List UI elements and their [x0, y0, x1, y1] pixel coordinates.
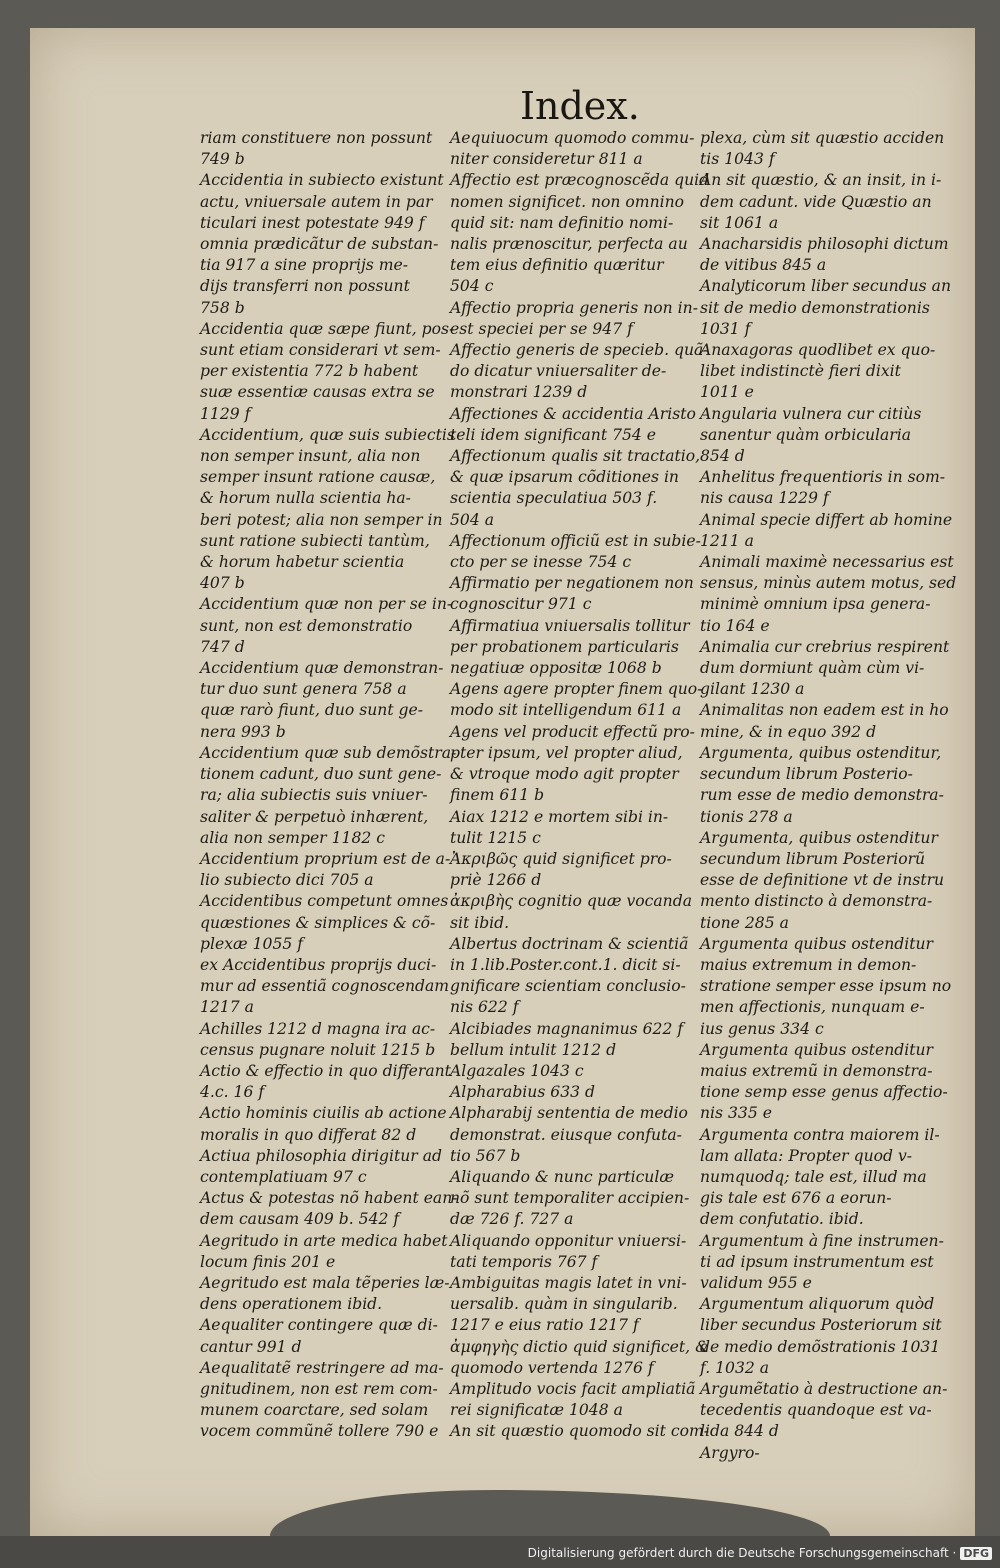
- index-line: An sit quæstio, & an insit, in i-: [700, 171, 942, 190]
- index-line: 1217 a: [200, 998, 254, 1017]
- index-line: Aliquando & nunc particulæ: [450, 1167, 674, 1186]
- index-line: men affectionis, nunquam e-: [700, 998, 925, 1017]
- index-line: sit 1061 a: [700, 213, 779, 232]
- index-line: locum finis 201 e: [200, 1252, 336, 1271]
- index-line: rum esse de medio demonstra-: [700, 786, 944, 805]
- index-line: cantur 991 d: [200, 1337, 302, 1356]
- index-line: Argumenta, quibus ostenditur,: [700, 743, 942, 762]
- index-line: libet indistinctè fieri dixit: [700, 362, 901, 381]
- index-line: munem coarctare, sed solam: [200, 1401, 429, 1420]
- index-line: Animali maximè necessarius est: [700, 553, 954, 572]
- index-line: census pugnare noluit 1215 b: [200, 1040, 436, 1059]
- index-line: priè 1266 d: [450, 871, 542, 890]
- index-line: gnitudinem, non est rem com-: [200, 1379, 438, 1398]
- index-line: ra; alia subiectis suis vniuer-: [200, 786, 428, 805]
- index-line: liber secundus Posteriorum sit: [700, 1316, 942, 1335]
- index-line: omnia prædicãtur de substan-: [200, 235, 439, 254]
- index-line: ti ad ipsum instrumentum est: [700, 1252, 934, 1271]
- index-line: secundum librum Posteriorũ: [700, 849, 926, 868]
- index-line: cto per se inesse 754 c: [450, 553, 632, 572]
- index-line: ius genus 334 c: [700, 1019, 824, 1038]
- index-line: 1129 f: [200, 404, 251, 423]
- index-line: Aliquando opponitur vniuersi-: [450, 1231, 687, 1250]
- index-line: tione 285 a: [700, 913, 789, 932]
- index-line: non semper insunt, alia non: [200, 447, 421, 466]
- index-line: Affectionum qualis sit tractatio,: [450, 447, 701, 466]
- index-line: beri potest; alia non semper in: [200, 510, 443, 529]
- index-line: 407 b: [200, 574, 245, 593]
- index-line: 758 b: [200, 298, 245, 317]
- index-line: Affectiones & accidentia Aristo: [450, 404, 696, 423]
- index-line: 854 d: [700, 447, 745, 466]
- index-column-3: [700, 128, 972, 1464]
- index-line: sit de medio demonstrationis: [700, 298, 930, 317]
- index-line: 1031 f: [700, 319, 751, 338]
- index-line: Animalia cur crebrius respirent: [700, 637, 950, 656]
- index-line: Agens vel producit effectũ pro-: [450, 722, 695, 741]
- index-line: lida 844 d: [700, 1422, 779, 1441]
- index-line: do dicatur vniuersaliter de-: [450, 362, 667, 381]
- index-line: Aequalitatẽ restringere ad ma-: [200, 1358, 444, 1377]
- index-line: validum 955 e: [700, 1273, 812, 1292]
- index-line: Argumentum à fine instrumen-: [700, 1231, 944, 1250]
- index-line: tia 917 a sine proprijs me-: [200, 256, 409, 275]
- index-line: dem cadunt. vide Quæstio an: [700, 192, 932, 211]
- index-line: tecedentis quandoque est va-: [700, 1401, 932, 1420]
- index-line: 1011 e: [700, 383, 754, 402]
- index-line: Anacharsidis philosophi dictum: [700, 235, 949, 254]
- index-line: Aequiuocum quomodo commu-: [450, 129, 695, 147]
- index-line: Accidentia quæ sæpe fiunt, pos-: [200, 319, 455, 338]
- index-line: Alpharabij sententia de medio: [450, 1104, 688, 1123]
- index-line: semper insunt ratione causæ,: [200, 468, 436, 487]
- index-line: Affectio generis de specieb. quã-: [450, 341, 709, 360]
- index-line: Accidentium quæ demonstran-: [200, 659, 444, 678]
- index-line: Affectio est præcognoscẽda quid: [450, 171, 710, 190]
- index-line: nera 993 b: [200, 722, 286, 741]
- index-line: dum dormiunt quàm cùm vi-: [700, 659, 925, 678]
- index-line: Agens agere propter finem quo-: [450, 680, 703, 699]
- index-line: Accidentium proprium est de a-: [200, 849, 451, 868]
- index-line: tati temporis 767 f: [450, 1252, 598, 1271]
- index-line: dem confutatio. ibid.: [700, 1210, 864, 1229]
- index-line: ex Accidentibus proprijs duci-: [200, 955, 437, 974]
- index-line: & quæ ipsarum cõditiones in: [450, 468, 679, 487]
- index-line: sunt ratione subiecti tantùm,: [200, 531, 430, 550]
- index-line: est speciei per se 947 f: [450, 319, 633, 338]
- footer-credit-text: Digitalisierung gefördert durch die Deutsche Forschungsgemeinschaft ·: [527, 1546, 957, 1560]
- index-line: tio 567 b: [450, 1146, 521, 1165]
- index-line: Argumẽtatio à destructione an-: [700, 1379, 948, 1398]
- index-line: bellum intulit 1212 d: [450, 1040, 617, 1059]
- index-line: Achilles 1212 d magna ira ac-: [200, 1019, 436, 1038]
- index-line: Argumenta, quibus ostenditur: [700, 828, 938, 847]
- index-line: Ἀκριβῶς quid significet pro-: [450, 849, 672, 868]
- index-line: nis 335 e: [700, 1104, 772, 1123]
- index-line: lam allata: Propter quod v-: [700, 1146, 913, 1165]
- index-line: scientia speculatiua 503 f.: [450, 489, 658, 508]
- index-line: numquodq; tale est, illud ma: [700, 1167, 927, 1186]
- index-line: teli idem significant 754 e: [450, 425, 657, 444]
- index-line: vocem commũnẽ tollere 790 e: [200, 1422, 439, 1441]
- index-line: Albertus doctrinam & scientiã: [450, 934, 689, 953]
- index-line: sunt, non est demonstratio: [200, 616, 413, 635]
- index-line: mur ad essentiã cognoscendam: [200, 977, 450, 996]
- index-line: dens operationem ibid.: [200, 1295, 383, 1314]
- index-line: per probationem particularis: [450, 637, 679, 656]
- index-line: Algazales 1043 c: [450, 1061, 584, 1080]
- index-line: maius extremum in demon-: [700, 955, 917, 974]
- index-line: cognoscitur 971 c: [450, 595, 592, 614]
- index-line: Affirmatio per negationem non: [450, 574, 694, 593]
- index-column-1: [200, 128, 458, 1443]
- index-line: Alcibiades magnanimus 622 f: [450, 1019, 684, 1038]
- index-line: Angularia vulnera cur citiùs: [700, 404, 922, 423]
- index-line: plexæ 1055 f: [200, 934, 304, 953]
- index-line: quid sit: nam definitio nomi-: [450, 213, 674, 232]
- index-line: 747 d: [200, 637, 245, 656]
- index-line: contemplatiuam 97 c: [200, 1167, 367, 1186]
- index-line: nomen significet. non omnino: [450, 192, 685, 211]
- index-line: quæstiones & simplices & cõ-: [200, 913, 436, 932]
- index-line: Ambiguitas magis latet in vni-: [450, 1273, 687, 1292]
- index-line: stratione semper esse ipsum no: [700, 977, 952, 996]
- index-line: niter consideretur 811 a: [450, 150, 643, 169]
- index-line: Actiua philosophia dirigitur ad: [200, 1146, 442, 1165]
- index-line: gnificare scientiam conclusio-: [450, 977, 686, 996]
- index-line: Animal specie differt ab homine: [700, 510, 953, 529]
- index-line: suæ essentiæ causas extra se: [200, 383, 435, 402]
- index-line: & horum nulla scientia ha-: [200, 489, 411, 508]
- index-line: 1217 e eius ratio 1217 f: [450, 1316, 639, 1335]
- index-line: Argumenta contra maiorem il-: [700, 1125, 940, 1144]
- index-line: rei significatæ 1048 a: [450, 1401, 623, 1420]
- index-line: Accidentium quæ non per se in-: [200, 595, 453, 614]
- index-line: negatiuæ oppositæ 1068 b: [450, 659, 662, 678]
- index-column-2: [450, 128, 734, 1443]
- index-line: gis tale est 676 a eorun-: [700, 1189, 892, 1208]
- index-line: tionis 278 a: [700, 807, 793, 826]
- index-line: sit ibid.: [450, 913, 510, 932]
- index-line: dem causam 409 b. 542 f: [200, 1210, 400, 1229]
- index-line: An sit quæstio quomodo sit com-: [450, 1422, 710, 1441]
- index-line: finem 611 b: [450, 786, 545, 805]
- index-line: dijs transferri non possunt: [200, 277, 410, 296]
- index-line: quomodo vertenda 1276 f: [450, 1358, 654, 1377]
- index-line: tur duo sunt genera 758 a: [200, 680, 407, 699]
- index-line: minimè omnium ipsa genera-: [700, 595, 931, 614]
- index-line: f. 1032 a: [700, 1358, 770, 1377]
- index-line: ἀκριβὴς cognitio quæ vocanda: [450, 892, 693, 911]
- index-line: actu, vniuersale autem in par: [200, 192, 433, 211]
- index-line: de vitibus 845 a: [700, 256, 827, 275]
- index-line: pter ipsum, vel propter aliud,: [450, 743, 683, 762]
- index-line: sensus, minùs autem motus, sed: [700, 574, 957, 593]
- index-line: secundum librum Posterio-: [700, 765, 913, 784]
- index-line: moralis in quo differat 82 d: [200, 1125, 417, 1144]
- index-line: dæ 726 f. 727 a: [450, 1210, 574, 1229]
- index-line: esse de definitione vt de instru: [700, 871, 945, 890]
- index-line: monstrari 1239 d: [450, 383, 588, 402]
- index-line: alia non semper 1182 c: [200, 828, 385, 847]
- index-line: uersalib. quàm in singularib.: [450, 1295, 678, 1314]
- index-line: sanentur quàm orbicularia: [700, 425, 912, 444]
- index-line: tione semp esse genus affectio-: [700, 1083, 948, 1102]
- index-line: Actio hominis ciuilis ab actione: [200, 1104, 447, 1123]
- index-line: nis causa 1229 f: [700, 489, 829, 508]
- index-line: Actus & potestas nõ habent ean-: [200, 1189, 458, 1208]
- index-line: Argumenta quibus ostenditur: [700, 1040, 933, 1059]
- index-line: quæ rarò fiunt, duo sunt ge-: [200, 701, 424, 720]
- index-line: Anaxagoras quodlibet ex quo-: [700, 341, 936, 360]
- index-line: Argyro-: [700, 1443, 760, 1462]
- index-line: Argumentum aliquorum quòd: [700, 1295, 935, 1314]
- index-line: 4.c. 16 f: [200, 1083, 265, 1102]
- index-line: & vtroque modo agit propter: [450, 765, 679, 784]
- index-line: maius extremũ in demonstra-: [700, 1061, 933, 1080]
- index-line: Affirmatiua vniuersalis tollitur: [450, 616, 690, 635]
- index-line: nõ sunt temporaliter accipien-: [450, 1189, 690, 1208]
- index-line: Anhelitus frequentioris in som-: [700, 468, 946, 487]
- index-line: 504 a: [450, 510, 495, 529]
- index-line: 504 c: [450, 277, 494, 296]
- index-line: Accidentium, quæ suis subiectis: [200, 425, 455, 444]
- index-line: saliter & perpetuò inhærent,: [200, 807, 429, 826]
- index-line: Aegritudo in arte medica habet: [200, 1231, 448, 1250]
- index-line: Accidentia in subiecto existunt: [200, 171, 444, 190]
- index-line: mento distincto à demonstra-: [700, 892, 933, 911]
- index-line: ἀμφηγὴς dictio quid significet, &: [450, 1337, 709, 1356]
- index-line: nalis prænoscitur, perfecta au: [450, 235, 688, 254]
- index-line: Aegritudo est mala tẽperies læ-: [200, 1273, 450, 1292]
- index-line: Analyticorum liber secundus an: [700, 277, 951, 296]
- index-line: lio subiecto dici 705 a: [200, 871, 374, 890]
- index-line: Aiax 1212 e mortem sibi in-: [450, 807, 669, 826]
- index-line: Aequaliter contingere quæ di-: [200, 1316, 438, 1335]
- footer-credit: [528, 1546, 992, 1560]
- index-line: plexa, cùm sit quæstio acciden: [700, 129, 945, 147]
- index-line: in 1.lib.Poster.cont.1. dicit si-: [450, 955, 681, 974]
- index-line: demonstrat. eiusque confuta-: [450, 1125, 682, 1144]
- index-line: ticulari inest potestate 949 f: [200, 213, 425, 232]
- index-line: modo sit intelligendum 611 a: [450, 701, 682, 720]
- dfg-logo: DFG: [960, 1547, 992, 1560]
- index-line: tem eius definitio quæritur: [450, 256, 664, 275]
- index-line: mine, & in equo 392 d: [700, 722, 877, 741]
- index-line: Animalitas non eadem est in ho: [700, 701, 949, 720]
- index-line: Alpharabius 633 d: [450, 1083, 595, 1102]
- index-line: nis 622 f: [450, 998, 519, 1017]
- index-line: Accidentibus competunt omnes: [200, 892, 449, 911]
- page-header: Index.: [520, 84, 640, 128]
- index-line: Accidentium quæ sub demõstra-: [200, 743, 457, 762]
- index-line: tis 1043 f: [700, 150, 775, 169]
- index-line: gilant 1230 a: [700, 680, 805, 699]
- index-line: sunt etiam considerari vt sem-: [200, 341, 441, 360]
- index-line: de medio demõstrationis 1031: [700, 1337, 941, 1356]
- index-line: Amplitudo vocis facit ampliatiã: [450, 1379, 696, 1398]
- index-line: 1211 a: [700, 531, 754, 550]
- index-line: per existentia 772 b habent: [200, 362, 419, 381]
- index-line: riam constituere non possunt: [200, 129, 433, 147]
- index-line: 749 b: [200, 150, 245, 169]
- index-line: Affectionum officiũ est in subie-: [450, 531, 701, 550]
- index-line: tio 164 e: [700, 616, 770, 635]
- index-line: tulit 1215 c: [450, 828, 541, 847]
- index-line: Actio & effectio in quo differant: [200, 1061, 451, 1080]
- index-line: tionem cadunt, duo sunt gene-: [200, 765, 442, 784]
- index-line: Affectio propria generis non in-: [450, 298, 698, 317]
- index-line: Argumenta quibus ostenditur: [700, 934, 933, 953]
- index-line: & horum habetur scientia: [200, 553, 405, 572]
